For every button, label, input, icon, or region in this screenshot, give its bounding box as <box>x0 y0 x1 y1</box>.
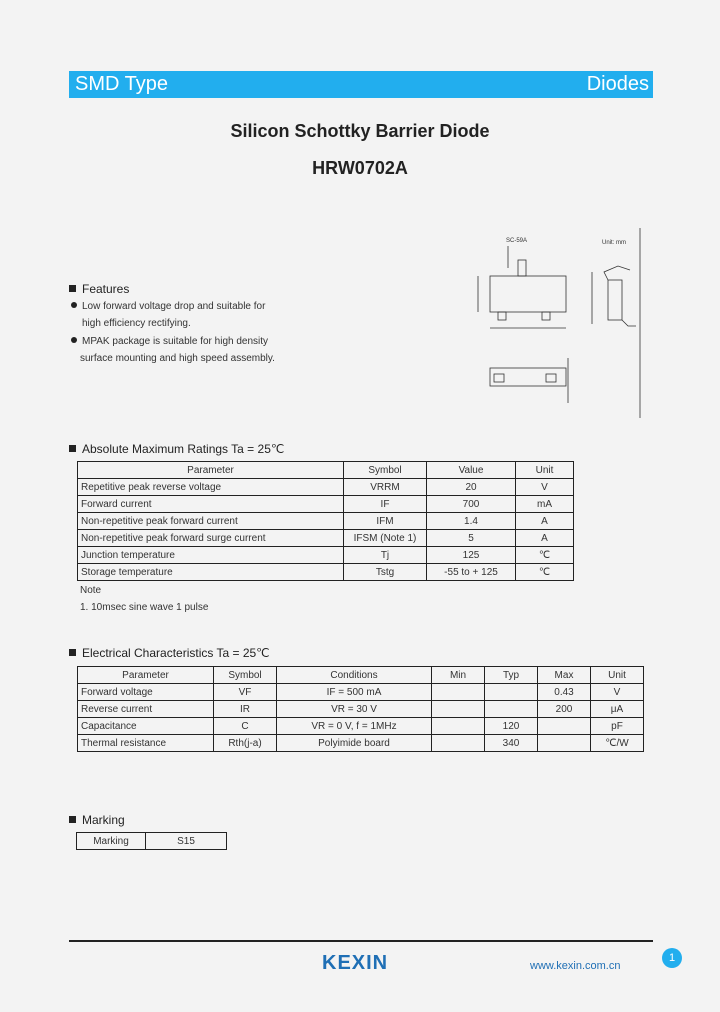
cell: V <box>516 479 574 496</box>
note-label: Note <box>80 585 102 596</box>
cell: pF <box>591 718 644 735</box>
bullet-dot-icon <box>71 302 77 308</box>
table-row <box>77 833 227 850</box>
cell: ℃ <box>516 564 574 581</box>
cell: ℃/W <box>591 735 644 752</box>
cell: V <box>591 684 644 701</box>
cell: IF <box>344 496 427 513</box>
doc-title: Silicon Schottky Barrier Diode <box>230 121 490 141</box>
cell: μA <box>591 701 644 718</box>
table-row <box>78 530 574 547</box>
cell: Non-repetitive peak forward surge current <box>78 530 344 547</box>
cell <box>432 718 485 735</box>
header-right: Diodes <box>586 73 649 95</box>
col-header: Unit <box>591 667 644 684</box>
cell: mA <box>516 496 574 513</box>
cell: Thermal resistance <box>78 735 214 752</box>
cell: 340 <box>485 735 538 752</box>
package-label: SC-59A <box>506 238 528 244</box>
cell: IFSM (Note 1) <box>344 530 427 547</box>
col-header: Min <box>432 667 485 684</box>
marking-heading: Marking <box>69 813 125 827</box>
cell: Reverse current <box>78 701 214 718</box>
feature-item-cont: surface mounting and high speed assembly. <box>80 353 275 364</box>
table-row <box>78 684 644 701</box>
cell: Tj <box>344 547 427 564</box>
cell: VF <box>214 684 277 701</box>
cell: IF = 500 mA <box>277 684 432 701</box>
features-heading: Features <box>69 282 129 296</box>
bullet-square-icon <box>69 445 76 452</box>
abs-max-table <box>77 461 574 581</box>
cell: C <box>214 718 277 735</box>
col-header: Symbol <box>214 667 277 684</box>
cell: A <box>516 530 574 547</box>
cell: 700 <box>427 496 516 513</box>
cell: Rth(j-a) <box>214 735 277 752</box>
cell: A <box>516 513 574 530</box>
col-header: Conditions <box>277 667 432 684</box>
cell <box>485 684 538 701</box>
cell: VR = 30 V <box>277 701 432 718</box>
table-header-row <box>78 462 574 479</box>
col-header: Typ <box>485 667 538 684</box>
col-header: Value <box>427 462 516 479</box>
feature-item: Low forward voltage drop and suitable for <box>71 301 265 312</box>
cell: S15 <box>146 833 227 850</box>
feature-item-cont: high efficiency rectifying. <box>82 318 191 329</box>
part-number: HRW0702A <box>312 158 408 178</box>
col-header: Max <box>538 667 591 684</box>
bullet-square-icon <box>69 285 76 292</box>
cell: Marking <box>77 833 146 850</box>
cell: Non-repetitive peak forward current <box>78 513 344 530</box>
table-row <box>78 496 574 513</box>
col-header: Symbol <box>344 462 427 479</box>
marking-table <box>76 832 227 850</box>
bullet-dot-icon <box>71 337 77 343</box>
cell: VRRM <box>344 479 427 496</box>
feature-item: MPAK package is suitable for high density <box>71 336 268 347</box>
col-header: Parameter <box>78 667 214 684</box>
table-header-row <box>78 667 644 684</box>
cell: 200 <box>538 701 591 718</box>
elec-char-heading: Electrical Characteristics Ta = 25℃ <box>69 646 270 660</box>
bullet-square-icon <box>69 816 76 823</box>
table-row <box>78 564 574 581</box>
col-header: Parameter <box>78 462 344 479</box>
unit-label: Unit: mm <box>602 240 626 246</box>
col-header: Unit <box>516 462 574 479</box>
cell: Repetitive peak reverse voltage <box>78 479 344 496</box>
header-banner <box>69 71 653 98</box>
cell: Tstg <box>344 564 427 581</box>
cell: Storage temperature <box>78 564 344 581</box>
note-text: 1. 10msec sine wave 1 pulse <box>80 602 209 613</box>
cell <box>538 735 591 752</box>
cell: -55 to + 125 <box>427 564 516 581</box>
elec-char-table <box>77 666 644 752</box>
cell: IR <box>214 701 277 718</box>
table-row <box>78 701 644 718</box>
cell <box>432 701 485 718</box>
cell: 20 <box>427 479 516 496</box>
cell <box>485 701 538 718</box>
footer-divider <box>69 940 653 942</box>
cell: 5 <box>427 530 516 547</box>
table-row <box>78 479 574 496</box>
cell <box>432 735 485 752</box>
package-outline-diagram <box>468 228 650 418</box>
cell: IFM <box>344 513 427 530</box>
cell: ℃ <box>516 547 574 564</box>
table-row <box>78 513 574 530</box>
table-row <box>78 718 644 735</box>
kexin-logo: KEXIN <box>322 952 389 974</box>
cell <box>432 684 485 701</box>
cell: Junction temperature <box>78 547 344 564</box>
cell: Forward voltage <box>78 684 214 701</box>
cell: 120 <box>485 718 538 735</box>
table-row <box>78 735 644 752</box>
cell: 0.43 <box>538 684 591 701</box>
website-link[interactable]: www.kexin.com.cn <box>530 960 621 972</box>
cell: VR = 0 V, f = 1MHz <box>277 718 432 735</box>
cell: 125 <box>427 547 516 564</box>
header-left: SMD Type <box>75 73 168 95</box>
cell: Forward current <box>78 496 344 513</box>
bullet-square-icon <box>69 649 76 656</box>
cell: Polyimide board <box>277 735 432 752</box>
cell: Capacitance <box>78 718 214 735</box>
page-number-badge: 1 <box>662 948 682 968</box>
abs-max-heading: Absolute Maximum Ratings Ta = 25℃ <box>69 442 284 456</box>
cell <box>538 718 591 735</box>
cell: 1.4 <box>427 513 516 530</box>
table-row <box>78 547 574 564</box>
